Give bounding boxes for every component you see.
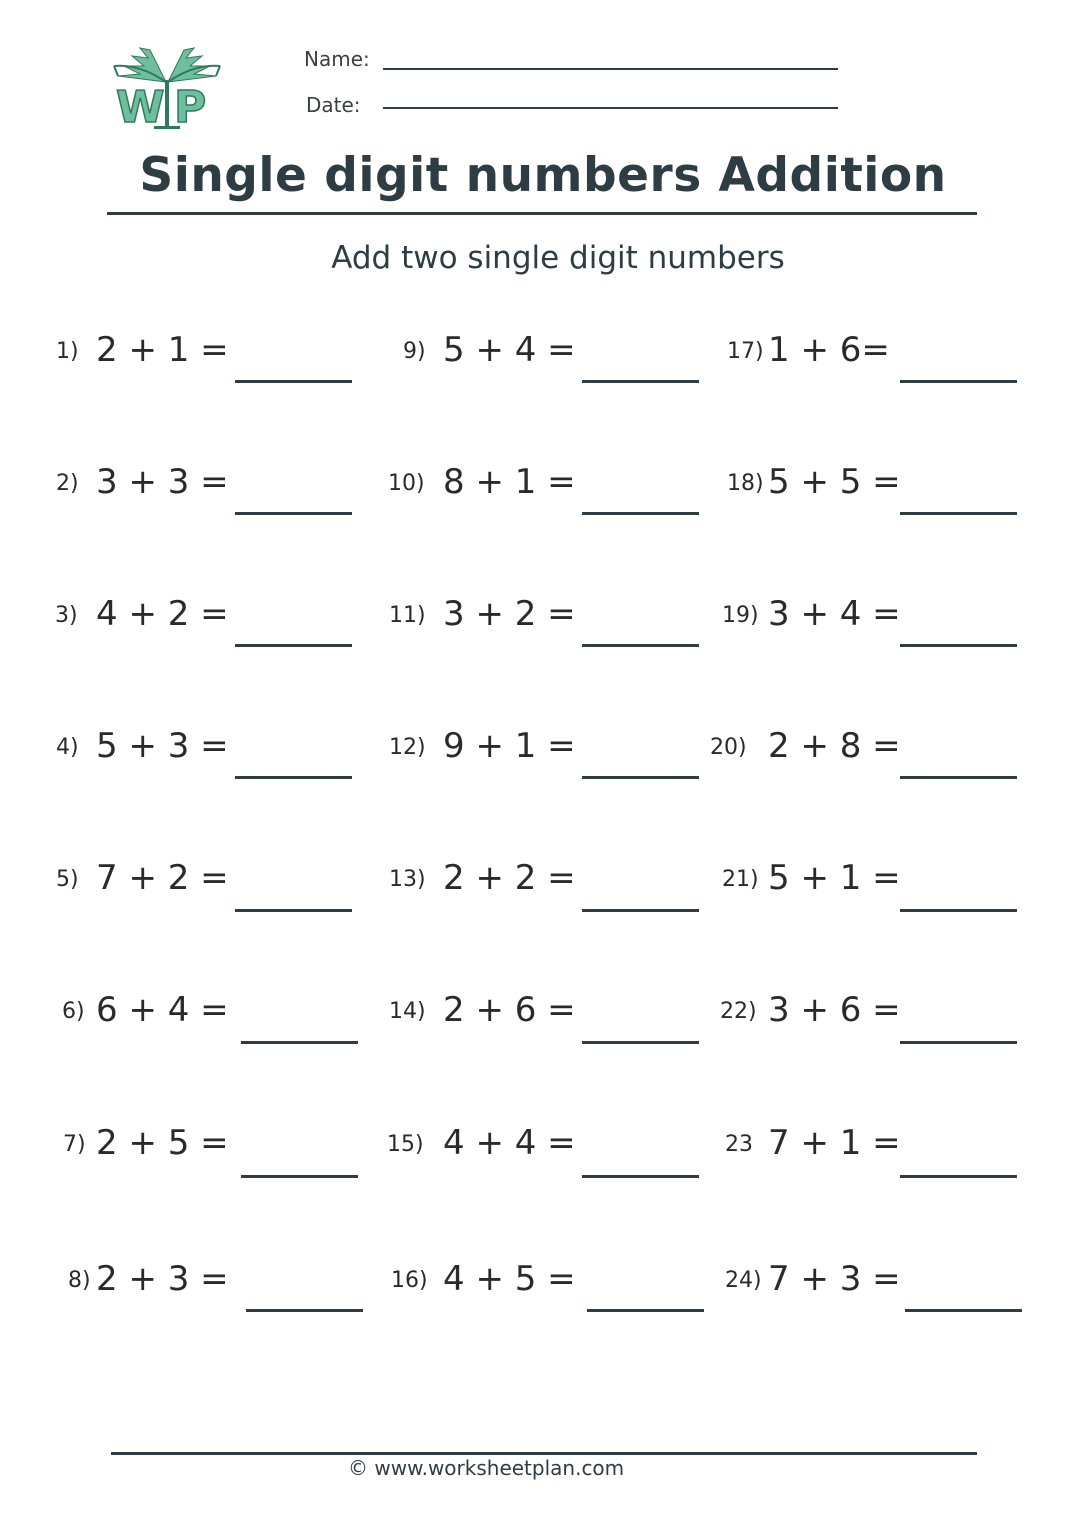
problem-expression: 6 + 4 = (96, 990, 229, 1030)
answer-blank[interactable] (235, 512, 352, 515)
problem-number: 7) (63, 1132, 86, 1157)
title-divider (107, 212, 977, 215)
problem-expression: 5 + 4 = (443, 330, 576, 370)
problem-number: 4) (56, 735, 79, 760)
problem-number: 3) (55, 603, 78, 628)
problem-expression: 3 + 4 = (768, 594, 901, 634)
problem-expression: 9 + 1 = (443, 726, 576, 766)
problem-number: 1) (56, 339, 79, 364)
problem-number: 20) (710, 735, 747, 760)
problem-expression: 3 + 3 = (96, 462, 229, 502)
problem-number: 17) (727, 339, 764, 364)
footer-divider (111, 1452, 977, 1455)
problem-number: 23 (725, 1132, 753, 1157)
problem-expression: 4 + 5 = (443, 1259, 576, 1299)
answer-blank[interactable] (582, 1175, 699, 1178)
problem-expression: 3 + 6 = (768, 990, 901, 1030)
worksheetplan-logo (110, 42, 225, 130)
problem-number: 5) (56, 867, 79, 892)
name-field[interactable] (383, 68, 838, 70)
answer-blank[interactable] (235, 380, 352, 383)
answer-blank[interactable] (900, 512, 1017, 515)
answer-blank[interactable] (235, 776, 352, 779)
copyright-icon: © (348, 1456, 368, 1480)
website-url: www.worksheetplan.com (374, 1456, 625, 1480)
problem-expression: 5 + 1 = (768, 858, 901, 898)
svg-text:P: P (174, 82, 207, 130)
problem-number: 10) (388, 471, 425, 496)
problem-number: 22) (720, 999, 757, 1024)
problem-number: 6) (62, 999, 85, 1024)
problem-expression: 5 + 5 = (768, 462, 901, 502)
problem-number: 12) (389, 735, 426, 760)
instructions: Add two single digit numbers (331, 240, 785, 276)
page-title: Single digit numbers Addition (139, 148, 947, 203)
problem-number: 15) (387, 1132, 424, 1157)
answer-blank[interactable] (905, 1309, 1022, 1312)
answer-blank[interactable] (235, 644, 352, 647)
problem-number: 18) (727, 471, 764, 496)
problem-expression: 2 + 6 = (443, 990, 576, 1030)
problem-expression: 4 + 2 = (96, 594, 229, 634)
problem-expression: 2 + 8 = (768, 726, 901, 766)
problem-number: 19) (722, 603, 759, 628)
problem-expression: 7 + 2 = (96, 858, 229, 898)
answer-blank[interactable] (900, 644, 1017, 647)
answer-blank[interactable] (900, 1175, 1017, 1178)
problem-number: 21) (722, 867, 759, 892)
footer-credit (348, 1456, 624, 1480)
problem-number: 14) (389, 999, 426, 1024)
problem-expression: 2 + 2 = (443, 858, 576, 898)
problem-expression: 1 + 6= (768, 330, 890, 370)
answer-blank[interactable] (900, 909, 1017, 912)
problem-number: 11) (389, 603, 426, 628)
problem-expression: 2 + 1 = (96, 330, 229, 370)
date-field[interactable] (383, 107, 838, 109)
svg-text:W: W (116, 82, 165, 130)
answer-blank[interactable] (582, 380, 699, 383)
answer-blank[interactable] (582, 1041, 699, 1044)
answer-blank[interactable] (900, 380, 1017, 383)
answer-blank[interactable] (241, 1175, 358, 1178)
answer-blank[interactable] (241, 1041, 358, 1044)
name-label: Name: (304, 47, 370, 71)
answer-blank[interactable] (246, 1309, 363, 1312)
problem-expression: 3 + 2 = (443, 594, 576, 634)
problem-expression: 5 + 3 = (96, 726, 229, 766)
problem-number: 13) (389, 867, 426, 892)
problem-expression: 8 + 1 = (443, 462, 576, 502)
problem-expression: 2 + 5 = (96, 1123, 229, 1163)
problem-number: 9) (403, 339, 426, 364)
answer-blank[interactable] (587, 1309, 704, 1312)
problem-number: 8) (68, 1268, 91, 1293)
problem-number: 2) (56, 471, 79, 496)
problem-expression: 7 + 3 = (768, 1259, 901, 1299)
answer-blank[interactable] (582, 776, 699, 779)
answer-blank[interactable] (582, 909, 699, 912)
answer-blank[interactable] (900, 776, 1017, 779)
book-tree-icon (110, 42, 225, 130)
date-label: Date: (306, 93, 361, 117)
problem-expression: 2 + 3 = (96, 1259, 229, 1299)
problem-expression: 4 + 4 = (443, 1123, 576, 1163)
answer-blank[interactable] (582, 644, 699, 647)
answer-blank[interactable] (582, 512, 699, 515)
problem-number: 24) (725, 1268, 762, 1293)
problem-number: 16) (391, 1268, 428, 1293)
answer-blank[interactable] (235, 909, 352, 912)
problem-expression: 7 + 1 = (768, 1123, 901, 1163)
answer-blank[interactable] (900, 1041, 1017, 1044)
